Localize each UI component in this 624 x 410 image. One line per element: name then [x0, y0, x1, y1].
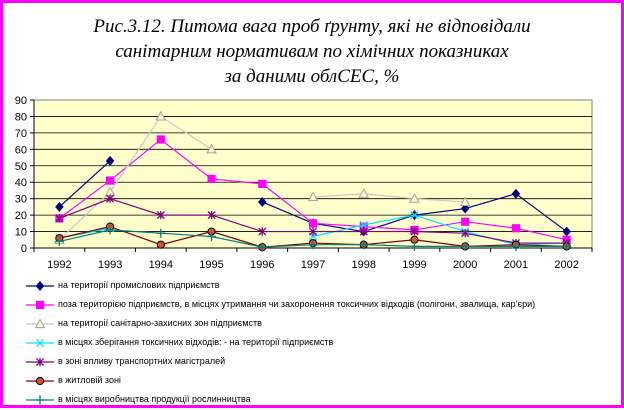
legend-symbol: [24, 278, 56, 294]
legend-symbol: [24, 316, 56, 332]
legend-symbol: [24, 354, 56, 370]
data-point: [157, 136, 164, 143]
legend-item: [24, 354, 624, 372]
x-tick-label: 2001: [503, 259, 529, 271]
x-tick-label: 1993: [97, 259, 123, 271]
x-tick-label: 1994: [148, 259, 174, 271]
legend-symbol: [24, 373, 56, 389]
y-tick-label: 60: [14, 144, 27, 157]
legend-marker: [35, 395, 44, 404]
y-tick-label: 20: [14, 210, 27, 223]
legend-item: [24, 297, 624, 315]
data-point: [157, 241, 164, 248]
y-tick-label: 90: [14, 95, 27, 107]
legend-label: поза територією підприємств, в місцях утримання чи захоронення токсичних відходів (полігони, звалища, кар’єри): [58, 299, 536, 309]
legend-label: в житловій зоні: [58, 375, 121, 385]
legend-label: на території промислових підприємств: [58, 280, 220, 290]
legend-item: [24, 278, 624, 296]
legend-item: [24, 392, 624, 410]
y-tick-label: 50: [14, 160, 27, 173]
y-tick-label: 40: [14, 177, 27, 190]
x-tick-label: 2002: [554, 259, 579, 271]
legend-label: в місцях зберігання токсичних відходів: - на території підприємств: [58, 337, 334, 347]
legend-marker: [36, 377, 43, 384]
legend-item: [24, 373, 624, 391]
legend-item: [24, 316, 624, 334]
legend-marker: [36, 282, 43, 290]
legend-label: в місцях виробництва продукції рослинництва: [58, 394, 251, 404]
y-tick-label: 0: [20, 243, 27, 255]
legend-symbol: [24, 335, 56, 351]
data-point: [512, 225, 519, 232]
x-tick-label: 2000: [452, 259, 478, 271]
data-point: [309, 220, 316, 227]
y-tick-label: 10: [14, 226, 27, 239]
data-point: [462, 218, 469, 225]
x-tick-label: 1992: [47, 259, 72, 271]
x-tick-label: 1996: [250, 259, 275, 271]
data-point: [106, 177, 113, 184]
x-tick-label: 1997: [300, 259, 326, 271]
title-line-1: Рис.3.12. Питома вага проб ґрунту, які не відповідали: [93, 16, 531, 37]
y-tick-label: 70: [14, 127, 27, 140]
title-line-2: санітарним нормативам по хімічних показниках: [115, 41, 509, 62]
x-tick-label: 1999: [402, 259, 427, 271]
legend-item: [24, 335, 624, 353]
data-point: [208, 175, 215, 182]
y-tick-label: 30: [14, 193, 27, 206]
legend-marker: [36, 301, 43, 308]
data-point: [259, 180, 266, 187]
y-tick-label: 80: [14, 111, 27, 124]
title-line-3: за даними облСЕС, %: [224, 66, 400, 87]
x-tick-label: 1998: [351, 259, 376, 271]
legend-symbol: [24, 297, 56, 313]
legend-label: в зоні впливу транспортних магістралей: [58, 356, 226, 366]
legend-label: на території санітарно-захисних зон підприємств: [58, 318, 262, 328]
x-tick-label: 1995: [199, 259, 224, 271]
legend-symbol: [24, 392, 56, 408]
